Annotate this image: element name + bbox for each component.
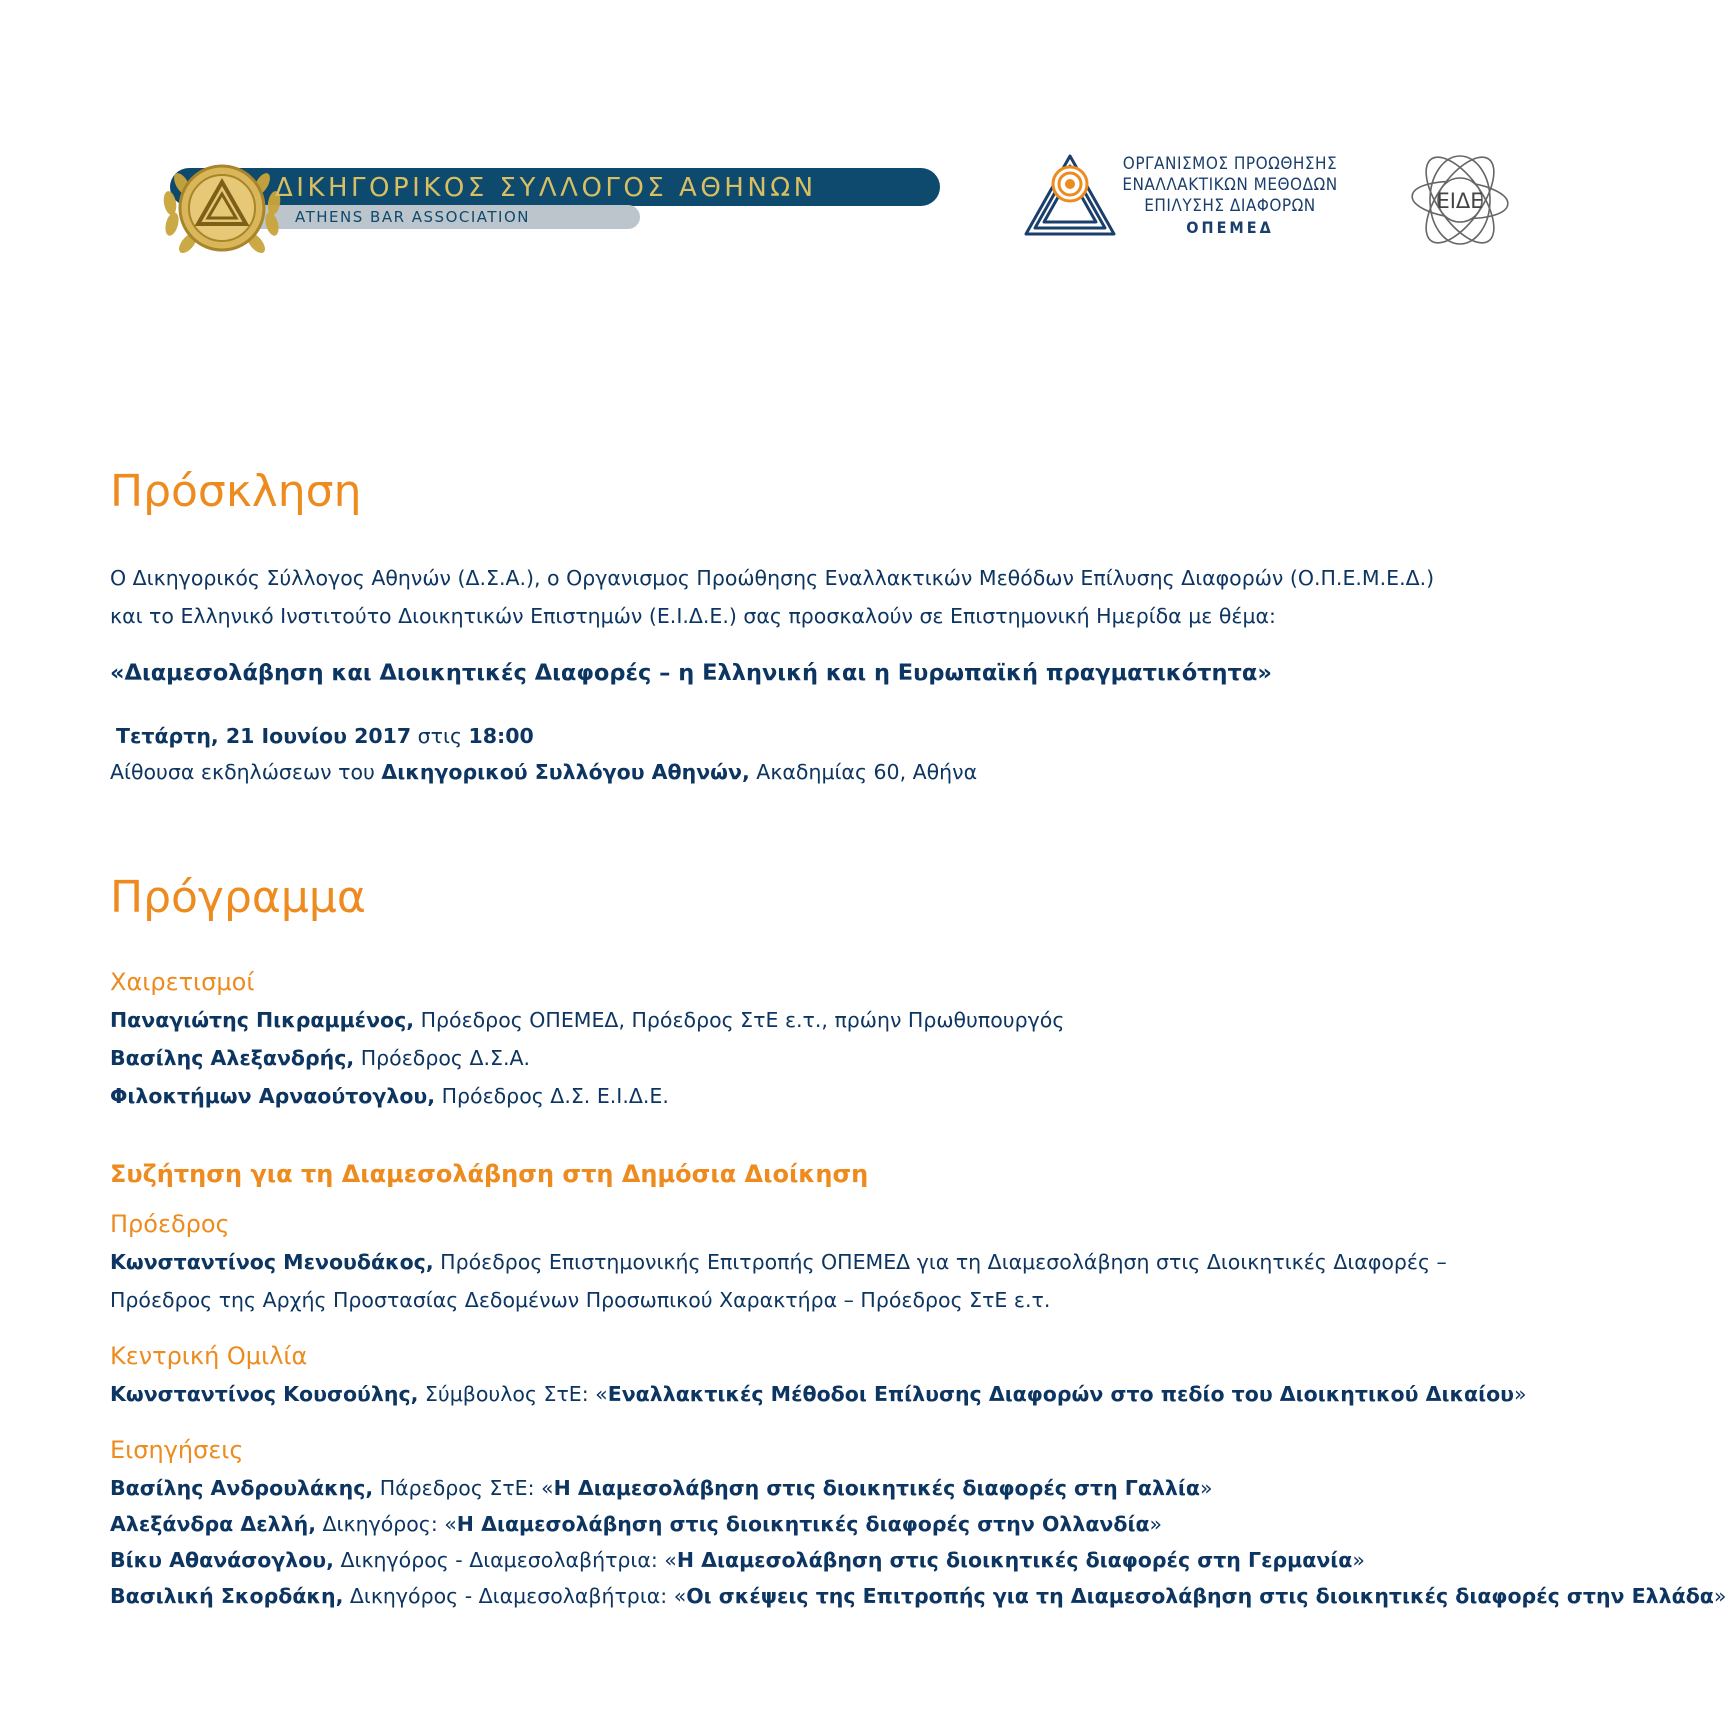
greeting-role: Πρόεδρος ΟΠΕΜΕΔ, Πρόεδρος ΣτΕ ε.τ., πρώην Πρωθυπουργός (420, 1008, 1065, 1032)
program-title: Πρόγραμμα (110, 872, 366, 923)
keynote-row (110, 1382, 1527, 1406)
opemed-wordmark (1110, 154, 1350, 238)
venue-prefix: Αίθουσα εκδηλώσεων του (110, 760, 375, 784)
opemed-line-2: ΕΝΑΛΛΑΚΤΙΚΩΝ ΜΕΘΟΔΩΝ (1122, 175, 1338, 195)
talk-close: » (1149, 1512, 1163, 1536)
chair-label: Πρόεδρος (110, 1210, 230, 1238)
venue-host: Δικηγορικού Συλλόγου Αθηνών, (381, 760, 750, 784)
chair-row (110, 1250, 1447, 1274)
talk-row (110, 1476, 1213, 1500)
keynote-name: Κωνσταντίνος Κουσούλης, (110, 1382, 419, 1406)
dsa-english-name: ATHENS BAR ASSOCIATION (295, 208, 530, 226)
talk-row (110, 1584, 1726, 1608)
chair-role-1: Πρόεδρος Επιστημονικής Επιτροπής ΟΠΕΜΕΔ για τη Διαμεσολάβηση στις Διοικητικές Διαφορές – (440, 1250, 1447, 1274)
discussion-title: Συζήτηση για τη Διαμεσολάβηση στη Δημόσια Διοίκηση (110, 1160, 869, 1188)
talk-topic: Η Διαμεσολάβηση στις διοικητικές διαφορές στη Γερμανία (676, 1548, 1353, 1572)
talk-close: » (1352, 1548, 1365, 1572)
opemed-logo (1020, 150, 1350, 250)
event-at: στις (417, 724, 462, 748)
keynote-label: Κεντρική Ομιλία (110, 1342, 308, 1370)
eide-acronym: ΕΙΔΕ (1436, 189, 1484, 213)
opemed-acronym: ΟΠΕΜΕΔ (1186, 218, 1274, 237)
talk-speaker: Αλεξάνδρα Δελλή, (110, 1512, 316, 1536)
event-date: Τετάρτη, 21 Ιουνίου 2017 (116, 724, 412, 748)
chair-name: Κωνσταντίνος Μενουδάκος, (110, 1250, 434, 1274)
greeting-role: Πρόεδρος Δ.Σ.Α. (360, 1046, 530, 1070)
talk-speaker: Βασιλική Σκορδάκη, (110, 1584, 344, 1608)
talk-topic: Οι σκέψεις της Επιτροπής για τη Διαμεσολάβηση στις διοικητικές διαφορές στην Ελλάδα (686, 1584, 1714, 1608)
greeting-name: Παναγιώτης Πικραμμένος, (110, 1008, 415, 1032)
talk-topic: Η Διαμεσολάβηση στις διοικητικές διαφορές στη Γαλλία (553, 1476, 1200, 1500)
intro-line-2: και το Ελληνικό Ινστιτούτο Διοικητικών Επιστημών (Ε.Ι.Δ.Ε.) σας προσκαλούν σε Επιστημονική Ημερίδα με θέμα: (110, 604, 1276, 628)
chair-role-2: Πρόεδρος της Αρχής Προστασίας Δεδομένων Προσωπικού Χαρακτήρα – Πρόεδρος ΣτΕ ε.τ. (110, 1288, 1051, 1312)
venue-address: Ακαδημίας 60, Αθήνα (756, 760, 978, 784)
talks-label: Εισηγήσεις (110, 1436, 244, 1464)
opemed-emblem-icon (1020, 150, 1120, 250)
greetings-label: Χαιρετισμοί (110, 968, 255, 996)
talk-speaker: Βίκυ Αθανάσογλου, (110, 1548, 334, 1572)
opemed-line-1: ΟΡΓΑΝΙΣΜΟΣ ΠΡΟΩΘΗΣΗΣ (1122, 154, 1338, 174)
keynote-close: » (1514, 1382, 1527, 1406)
talk-role: Δικηγόρος - Διαμεσολαβήτρια: « (340, 1548, 677, 1572)
keynote-topic: Εναλλακτικές Μέθοδοι Επίλυσης Διαφορών στο πεδίο του Διοικητικού Δικαίου (607, 1382, 1515, 1406)
intro-line-1: Ο Δικηγορικός Σύλλογος Αθηνών (Δ.Σ.Α.), ο Οργανισμος Προώθησης Εναλλακτικών Μεθόδων Επίλυσης Διαφορών (Ο.Π.Ε.Μ.Ε.Δ.) (110, 566, 1435, 590)
greeting-row (110, 1046, 530, 1070)
talk-close: » (1713, 1584, 1727, 1608)
greeting-name: Φιλοκτήμων Αρναούτογλου, (110, 1084, 436, 1108)
opemed-line-3: ΕΠΙΛΥΣΗΣ ΔΙΑΦΟΡΩΝ (1144, 196, 1316, 216)
event-time: 18:00 (468, 724, 534, 748)
event-venue (110, 760, 977, 784)
greeting-role: Πρόεδρος Δ.Σ. Ε.Ι.Δ.Ε. (441, 1084, 669, 1108)
talk-row (110, 1548, 1365, 1572)
athens-bar-association-logo (130, 148, 950, 266)
talk-role: Πάρεδρος ΣτΕ: « (379, 1476, 554, 1500)
event-datetime (116, 724, 534, 748)
eide-atom-icon (1405, 140, 1515, 260)
greeting-row (110, 1008, 1064, 1032)
talk-close: » (1199, 1476, 1213, 1500)
talk-row (110, 1512, 1162, 1536)
keynote-role: Σύμβουλος ΣτΕ: « (424, 1382, 608, 1406)
greeting-row (110, 1084, 669, 1108)
talk-speaker: Βασίλης Ανδρουλάκης, (110, 1476, 374, 1500)
greeting-name: Βασίλης Αλεξανδρής, (110, 1046, 355, 1070)
dsa-greek-name: ΔΙΚΗΓΟΡΙΚΟΣ ΣΥΛΛΟΓΟΣ ΑΘΗΝΩΝ (275, 173, 817, 203)
dsa-logo-graphic (130, 148, 950, 266)
talk-topic: Η Διαμεσολάβηση στις διοικητικές διαφορές στην Ολλανδία (456, 1512, 1150, 1536)
invitation-title: Πρόσκληση (110, 466, 362, 517)
eide-logo (1405, 140, 1515, 260)
event-theme: «Διαμεσολάβηση και Διοικητικές Διαφορές – η Ελληνική και η Ευρωπαϊκή πραγματικότητα» (110, 660, 1272, 686)
talk-role: Δικηγόρος: « (322, 1512, 457, 1536)
talk-role: Δικηγόρος - Διαμεσολαβήτρια: « (349, 1584, 687, 1608)
